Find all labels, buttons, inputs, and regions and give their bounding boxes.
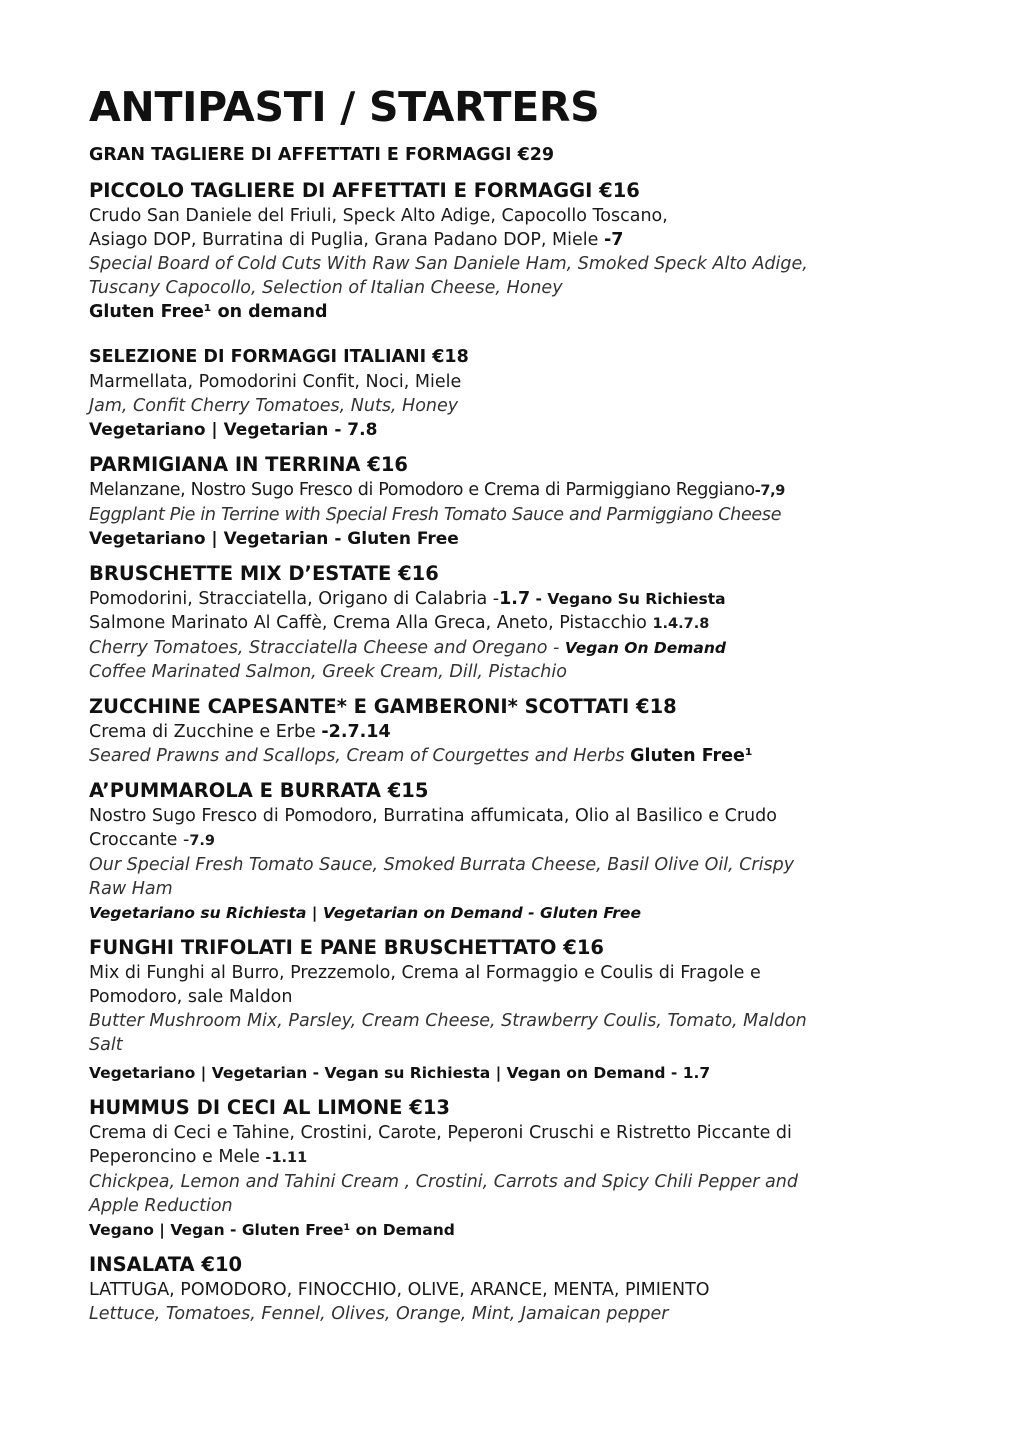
item-title: HUMMUS DI CECI AL LIMONE €13: [89, 1096, 450, 1119]
item-description-it: Crudo San Daniele del Friuli, Speck Alto Adige, Capocollo Toscano,: [89, 206, 668, 226]
menu-item-hummus: [89, 1095, 989, 1242]
item-title: PARMIGIANA IN TERRINA €16: [89, 453, 408, 476]
item-description-en: Butter Mushroom Mix, Parsley, Cream Cheese, Strawberry Coulis, Tomato, Maldon: [89, 1011, 807, 1031]
dietary-tag: Vegetariano | Vegetarian - 7.8: [89, 420, 378, 440]
allergen-code: -7: [603, 230, 624, 250]
item-title: A’PUMMAROLA E BURRATA €15: [89, 779, 429, 802]
item-description-it: Melanzane, Nostro Sugo Fresco di Pomodoro e Crema di Parmiggiano Reggiano-7,9: [89, 480, 786, 500]
item-description-en: Our Special Fresh Tomato Sauce, Smoked Burrata Cheese, Basil Olive Oil, Crispy: [89, 855, 795, 875]
item-description-it: Nostro Sugo Fresco di Pomodoro, Burratina affumicata, Olio al Basilico e Crudo: [89, 806, 777, 826]
item-description-en: Apple Reduction: [89, 1196, 233, 1216]
item-description-en: Raw Ham: [89, 879, 173, 899]
item-description-en: Special Board of Cold Cuts With Raw San Daniele Ham, Smoked Speck Alto Adige,: [89, 254, 808, 274]
item-description-en: Jam, Confit Cherry Tomatoes, Nuts, Honey: [89, 396, 459, 416]
item-description-it: Pomodoro, sale Maldon: [89, 987, 293, 1007]
menu-item-funghi-trifolati: [89, 935, 989, 1085]
item-description-en: Salt: [89, 1035, 123, 1055]
dietary-tag: Vegetariano | Vegetarian - Gluten Free: [89, 529, 459, 549]
menu-page: [89, 84, 989, 1326]
dietary-tag: Vegetariano su Richiesta | Vegetarian on Demand - Gluten Free: [89, 904, 641, 922]
item-description-en: Coffee Marinated Salmon, Greek Cream, Dill, Pistachio: [89, 662, 567, 682]
menu-item-gran-tagliere: [89, 142, 989, 168]
item-description-it: LATTUGA, POMODORO, FINOCCHIO, OLIVE, ARANCE, MENTA, PIMIENTO: [89, 1280, 710, 1300]
item-title: SELEZIONE DI FORMAGGI ITALIANI €18: [89, 347, 469, 367]
allergen-code: -1.11: [265, 1150, 308, 1166]
allergen-code: -2.7.14: [321, 722, 391, 742]
menu-item-parmigiana: [89, 452, 989, 551]
item-description-en: Eggplant Pie in Terrine with Special Fresh Tomato Sauce and Parmiggiano Cheese: [89, 505, 782, 525]
dietary-tag: Vegetariano | Vegetarian - Vegan su Richiesta | Vegan on Demand - 1.7: [89, 1064, 711, 1082]
item-description-en: Seared Prawns and Scallops, Cream of Courgettes and Herbs Gluten Free¹: [89, 746, 753, 766]
menu-item-zucchine-capesante: [89, 694, 989, 768]
item-description-en: Chickpea, Lemon and Tahini Cream , Crostini, Carrots and Spicy Chili Pepper and: [89, 1172, 798, 1192]
allergen-code: -7,9: [754, 483, 786, 499]
menu-item-piccolo-tagliere: [89, 178, 989, 324]
item-description-it: Pomodorini, Stracciatella, Origano di Calabria -1.7 - Vegano Su Richiesta: [89, 589, 726, 609]
page-title: ANTIPASTI / STARTERS: [89, 83, 600, 131]
item-description-it: Peperoncino e Mele -1.11: [89, 1147, 308, 1167]
item-title: BRUSCHETTE MIX D’ESTATE €16: [89, 562, 439, 585]
item-description-it: Asiago DOP, Burratina di Puglia, Grana Padano DOP, Miele -7: [89, 230, 624, 250]
allergen-code: 7.9: [189, 833, 215, 849]
item-title: GRAN TAGLIERE DI AFFETTATI E FORMAGGI €29: [89, 145, 555, 165]
dietary-tag: Vegan On Demand: [564, 639, 727, 657]
item-description-it: Mix di Funghi al Burro, Prezzemolo, Crema al Formaggio e Coulis di Fragole e: [89, 963, 761, 983]
dietary-tag: Vegano | Vegan - Gluten Free¹ on Demand: [89, 1221, 455, 1239]
item-description-it: Marmellata, Pomodorini Confit, Noci, Miele: [89, 372, 462, 392]
item-title: PICCOLO TAGLIERE DI AFFETTATI E FORMAGGI €16: [89, 179, 640, 202]
item-description-it: Crema di Zucchine e Erbe -2.7.14: [89, 722, 391, 742]
item-title: ZUCCHINE CAPESANTE* E GAMBERONI* SCOTTATI €18: [89, 695, 677, 718]
item-description-en: Tuscany Capocollo, Selection of Italian Cheese, Honey: [89, 278, 563, 298]
menu-item-selezione-formaggi: [89, 344, 989, 442]
allergen-code: 1.7: [499, 589, 531, 609]
allergen-code: 1.4.7.8: [652, 616, 710, 632]
item-title: INSALATA €10: [89, 1253, 243, 1276]
menu-item-pummarola-burrata: [89, 778, 989, 925]
item-description-it: Salmone Marinato Al Caffè, Crema Alla Greca, Aneto, Pistacchio 1.4.7.8: [89, 613, 710, 633]
dietary-tag: Gluten Free¹ on demand: [89, 302, 328, 322]
dietary-tag: Gluten Free¹: [630, 746, 753, 766]
item-description-it: Croccante -7.9: [89, 830, 215, 850]
item-title: FUNGHI TRIFOLATI E PANE BRUSCHETTATO €16: [89, 936, 604, 959]
item-description-it: Crema di Ceci e Tahine, Crostini, Carote, Peperoni Cruschi e Ristretto Piccante di: [89, 1123, 792, 1143]
menu-item-bruschette: [89, 561, 989, 684]
item-description-en: Lettuce, Tomatoes, Fennel, Olives, Orange, Mint, Jamaican pepper: [89, 1304, 669, 1324]
menu-item-insalata: [89, 1252, 989, 1326]
item-description-en: Cherry Tomatoes, Stracciatella Cheese and Oregano - Vegan On Demand: [89, 638, 727, 658]
dietary-tag: - Vegano Su Richiesta: [530, 590, 726, 608]
